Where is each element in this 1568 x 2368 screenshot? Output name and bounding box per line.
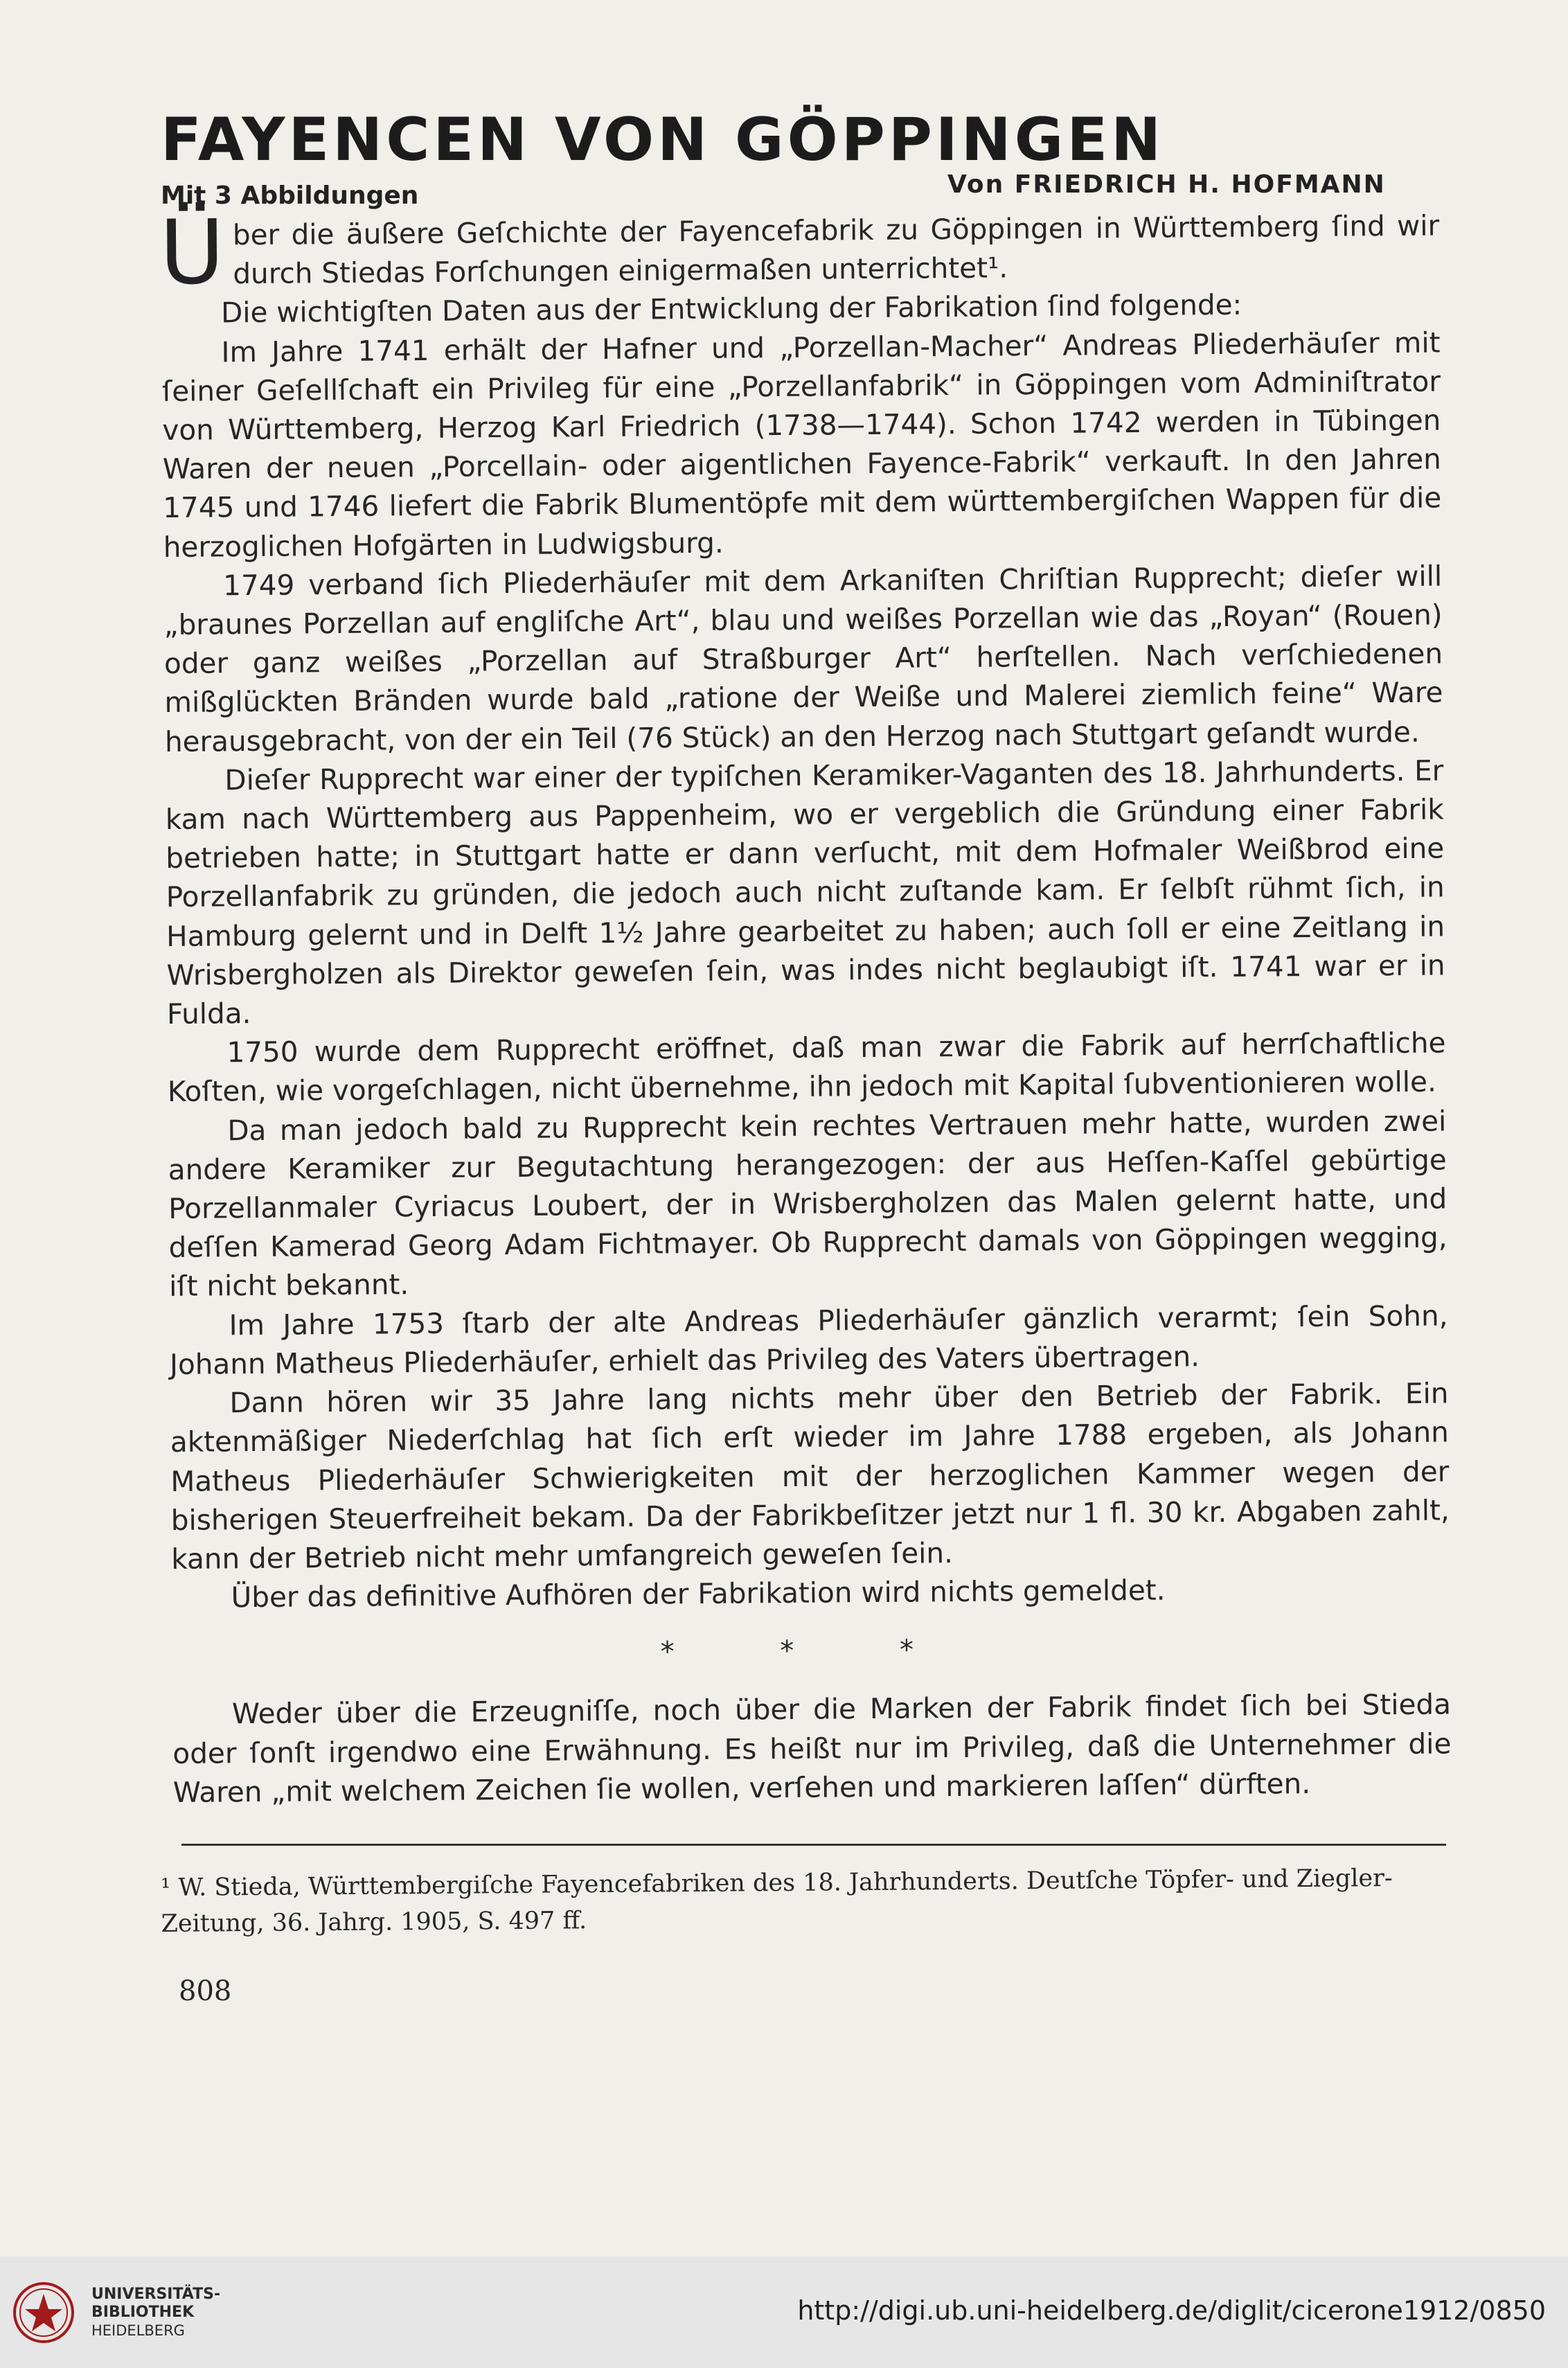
paragraph-1 (159, 201, 1440, 305)
library-name-line: HEIDELBERG (91, 2322, 185, 2339)
university-seal-icon (12, 2281, 75, 2344)
page-number: 808 (179, 1975, 232, 2007)
library-footer (0, 2256, 1568, 2368)
paragraph-9: Dann hören wir 35 Jahre lang nichts mehr über den Betrieb der Fabrik. Ein aktenmäßiger Niederſchlag hat ſich erſt wieder im Jahre 1788 ergeben, als Johann Matheus Pliederhäuſer Schwierigkeiten mit der herzoglichen Kammer wegen der bisherigen Steuerfreiheit bekam. Da der Fabrikbeſitzer jetzt nur 1 fl. 30 kr. Abgaben zahlt, kann der Betrieb nicht mehr umfangreich geweſen ſein. (170, 1376, 1450, 1576)
paragraph-7: Da man jedoch bald zu Rupprecht kein rechtes Vertrauen mehr hatte, wurden zwei andere Keramiker zur Begutachtung herangezogen: der aus Heſſen-Kaſſel gebürtige Porzellanmaler Cyriacus Loubert, der in Wrisbergholzen das Malen gelernt hatte, und deſſen Kamerad Georg Adam Fichtmayer. Ob Rupprecht damals von Göppingen wegging, iſt nicht bekannt. (168, 1104, 1447, 1303)
closing-paragraph: Weder über die Erzeugniſſe, noch über die Marken der Fabrik findet ſich bei Stieda oder ſonſt irgendwo eine Erwähnung. Es heißt nur im Privileg, daß die Unternehmer die Waren „mit welchem Zeichen ſie wollen, verſehen und markieren laſſen“ dürften. (172, 1687, 1452, 1809)
library-name (91, 2286, 220, 2340)
paragraph-6: 1750 wurde dem Rupprecht eröffnet, daß man zwar die Fabrik auf herrſchaftliche Koſten, wie vorgeſchlagen, nicht übernehme, ihn jedoch mit Kapital ſubventionieren wolle. (167, 1026, 1446, 1109)
library-name-line: UNIVERSITÄTS- (91, 2286, 221, 2303)
paragraph-text: ber die äußere Geſchichte der Fayencefabrik zu Göppingen in Württemberg ſind wir durch Stiedas Forſchungen einigermaßen unterrichtet¹. (232, 208, 1440, 291)
paragraph-4: 1749 verband ſich Pliederhäuſer mit dem Arkaniſten Chriſtian Rupprecht; dieſer will „braunes Porzellan auf engliſche Art“, blau und weißes Porzellan wie das „Royan“ (Rouen) oder ganz weißes „Porzellan auf Straßburger Art“ herſtellen. Nach verſchiedenen mißglückten Bränden wurde bald „ratione der Weiße und Malerei ziemlich feine“ Ware herausgebracht, von der ein Teil (76 Stück) an den Herzog nach Stuttgart geſandt wurde. (163, 559, 1443, 758)
paragraph-8: Im Jahre 1753 ſtarb der alte Andreas Pliederhäuſer gänzlich verarmt; ſein Sohn, Johann Matheus Pliederhäuſer, erhielt das Privileg des Vaters übertragen. (169, 1299, 1448, 1381)
article-subtitle: Mit 3 Abbildungen (161, 181, 419, 210)
article-byline: Von FRIEDRICH H. HOFMANN (947, 170, 1386, 199)
footnote: ¹ W. Stieda, Württembergiſche Fayencefabriken des 18. Jahrhunderts. Deutſche Töpfer- und Ziegler-Zeitung, 36. Jahrg. 1905, S. 497 ff. (161, 1864, 1393, 1938)
drop-cap: Ü (159, 201, 225, 305)
footnote-divider (181, 1844, 1446, 1846)
library-name-line: BIBLIOTHEK (91, 2304, 195, 2321)
paragraph-10: Über das definitive Aufhören der Fabrikation wird nichts gemeldet. (231, 1573, 1166, 1614)
article-body (159, 201, 1452, 1812)
article-title: FAYENCEN VON GÖPPINGEN (161, 105, 1165, 175)
paragraph-2: Die wichtigſten Daten aus der Entwicklung der Fabrikation ſind folgende: (220, 288, 1242, 330)
paragraph-5: Dieſer Rupprecht war einer der typiſchen Keramiker-Vaganten des 18. Jahrhunderts. Er kam nach Württemberg aus Pappenheim, wo er vergeblich die Gründung einer Fabrik betrieben hatte; in Stuttgart hatte er dann verſucht, mit dem Hofmaler Weißbrod eine Porzellanfabrik zu gründen, die jedoch auch nicht zuſtande kam. Er ſelbſt rühmt ſich, in Hamburg gelernt und in Delft 1½ Jahre gearbeitet zu haben; auch ſoll er eine Zeitlang in Wrisbergholzen als Direktor geweſen ſein, was indes nicht beglaubigt iſt. 1741 war er in Fulda. (165, 754, 1445, 1031)
section-separator: * * * (660, 1634, 963, 1668)
source-url-link[interactable]: http://digi.ub.uni-heidelberg.de/diglit/cicerone1912/0850 (797, 2295, 1546, 2326)
paragraph-3: Im Jahre 1741 erhält der Hafner und „Porzellan-Macher“ Andreas Pliederhäuſer mit ſeiner Geſellſchaft ein Privileg für eine „Porzellanfabrik“ in Göppingen vom Adminiſtrator von Württemberg, Herzog Karl Friedrich (1738—1744). Schon 1742 werden in Tübingen Waren der neuen „Porcellain- oder aigentlichen Fayence-Fabrik“ verkauft. In den Jahren 1745 und 1746 liefert die Fabrik Blumentöpfe mit dem württembergiſchen Wappen für die herzoglichen Hofgärten in Ludwigsburg. (161, 326, 1442, 564)
